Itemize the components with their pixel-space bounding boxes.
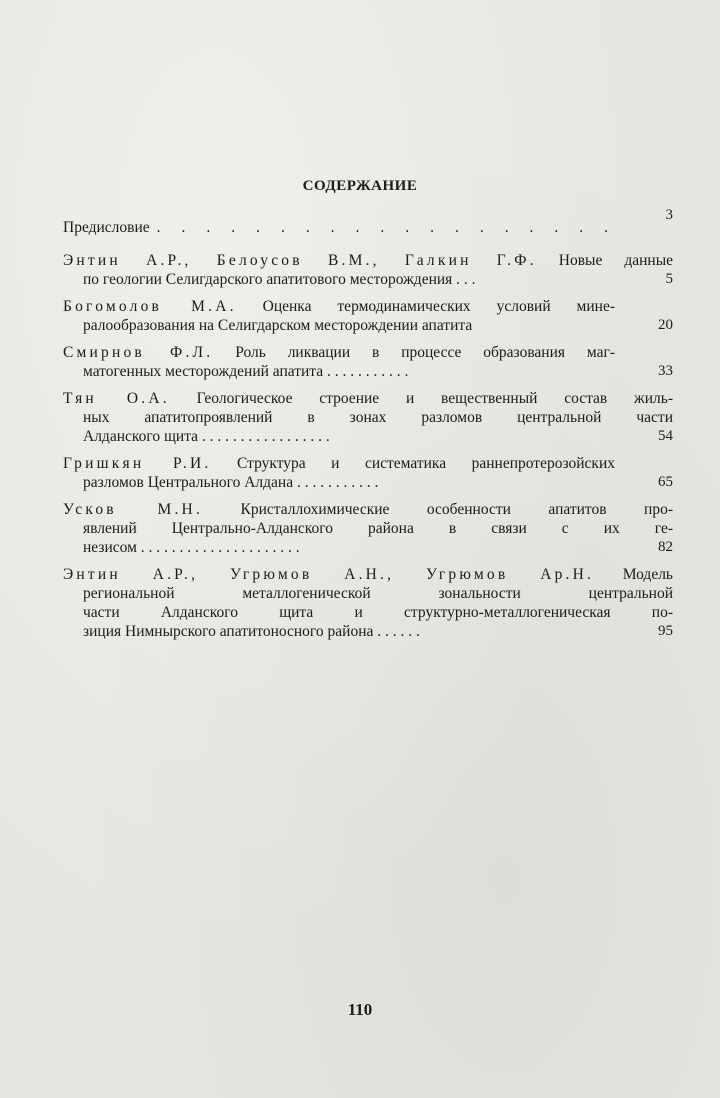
toc-entry-title: явлений Центрально-Алданского района в связи с их ге-	[83, 520, 673, 537]
toc-entry-line	[63, 454, 615, 473]
toc-entry	[63, 389, 673, 446]
toc-entry-title: ных апатитопроявлений в зонах разломов центральной части	[83, 409, 673, 426]
toc-entry	[63, 207, 673, 237]
toc-entry-title: Предисловие	[63, 219, 150, 236]
toc-entry-line	[63, 297, 615, 316]
toc-entry-title: Модель	[622, 566, 674, 583]
toc-entry-line	[63, 343, 615, 362]
toc-page-number: 82	[658, 539, 673, 555]
page-number: 110	[347, 1000, 373, 1019]
toc-page-number: 54	[658, 428, 673, 444]
toc-page-number: 33	[658, 363, 673, 379]
toc-entry-title: Структура и систематика раннепротерозойских	[236, 455, 615, 472]
toc-entry-title: части Алданского щита и структурно-металлогеническая по-	[83, 604, 673, 621]
toc-entry-title: Геологическое строение и вещественный состав жиль-	[196, 390, 674, 407]
toc-entry-author: Гришкян Р.И.	[63, 455, 212, 472]
toc-entry-title: зиция Нимнырского апатитоносного района . . . . . .	[83, 623, 420, 640]
toc-entry	[63, 500, 673, 557]
toc-entry-line	[63, 389, 673, 408]
toc-entry	[63, 297, 673, 335]
toc-entry-line	[63, 500, 673, 519]
toc-entry-title: Роль ликвации в процессе образования маг-	[235, 344, 616, 361]
toc-entry-title: Оценка термодинамических условий мине-	[262, 298, 616, 315]
toc-entry-author: Тян О.А.	[63, 390, 170, 407]
toc-entry	[63, 343, 673, 381]
toc-entry-title: по геологии Селигдарского апатитового месторождения . . .	[83, 271, 476, 288]
toc-leader-dots: . . . . . . . . . . . . . . . . . . .	[156, 219, 615, 236]
toc-entry-line	[63, 218, 615, 237]
toc-entry-title: Кристаллохимические особенности апатитов про-	[240, 501, 674, 518]
table-of-contents	[63, 207, 674, 649]
toc-entry-title: Алданского щита . . . . . . . . . . . . . . . . .	[83, 428, 330, 445]
toc-page-number: 20	[658, 317, 673, 333]
toc-page-number: 5	[665, 271, 673, 287]
toc-entry	[63, 565, 673, 641]
toc-entry-line	[63, 251, 673, 270]
toc-entry-author: Смирнов Ф.Л.	[63, 344, 214, 361]
toc-entry-title: разломов Центрального Алдана . . . . . . . . . . .	[83, 474, 379, 491]
toc-entry-author: Богомолов М.А.	[63, 298, 237, 315]
toc-entry	[63, 251, 673, 289]
toc-page-number: 3	[665, 207, 673, 223]
toc-page-number: 65	[658, 474, 673, 490]
toc-entry-title: Новые данные	[558, 252, 674, 269]
toc-entry-title: региональной металлогенической зональности центральной	[83, 585, 673, 602]
toc-entry-title: незисом . . . . . . . . . . . . . . . . . . . . .	[83, 539, 300, 556]
toc-entry-author: Энтин А.Р., Белоусов В.М., Галкин Г.Ф.	[63, 252, 537, 269]
toc-entry-title: ралообразования на Селигдарском месторождении апатита	[83, 317, 473, 334]
toc-entry-author: Энтин А.Р., Угрюмов А.Н., Угрюмов Ар.Н.	[63, 566, 595, 583]
toc-entry-author: Усков М.Н.	[63, 501, 204, 518]
toc-page-number: 95	[658, 623, 673, 639]
toc-entry	[63, 454, 673, 492]
toc-entry-line	[63, 565, 673, 584]
toc-entry-title: матогенных месторождений апатита . . . . . . . . . . .	[83, 363, 409, 380]
page-title: СОДЕРЖАНИЕ	[302, 178, 418, 194]
